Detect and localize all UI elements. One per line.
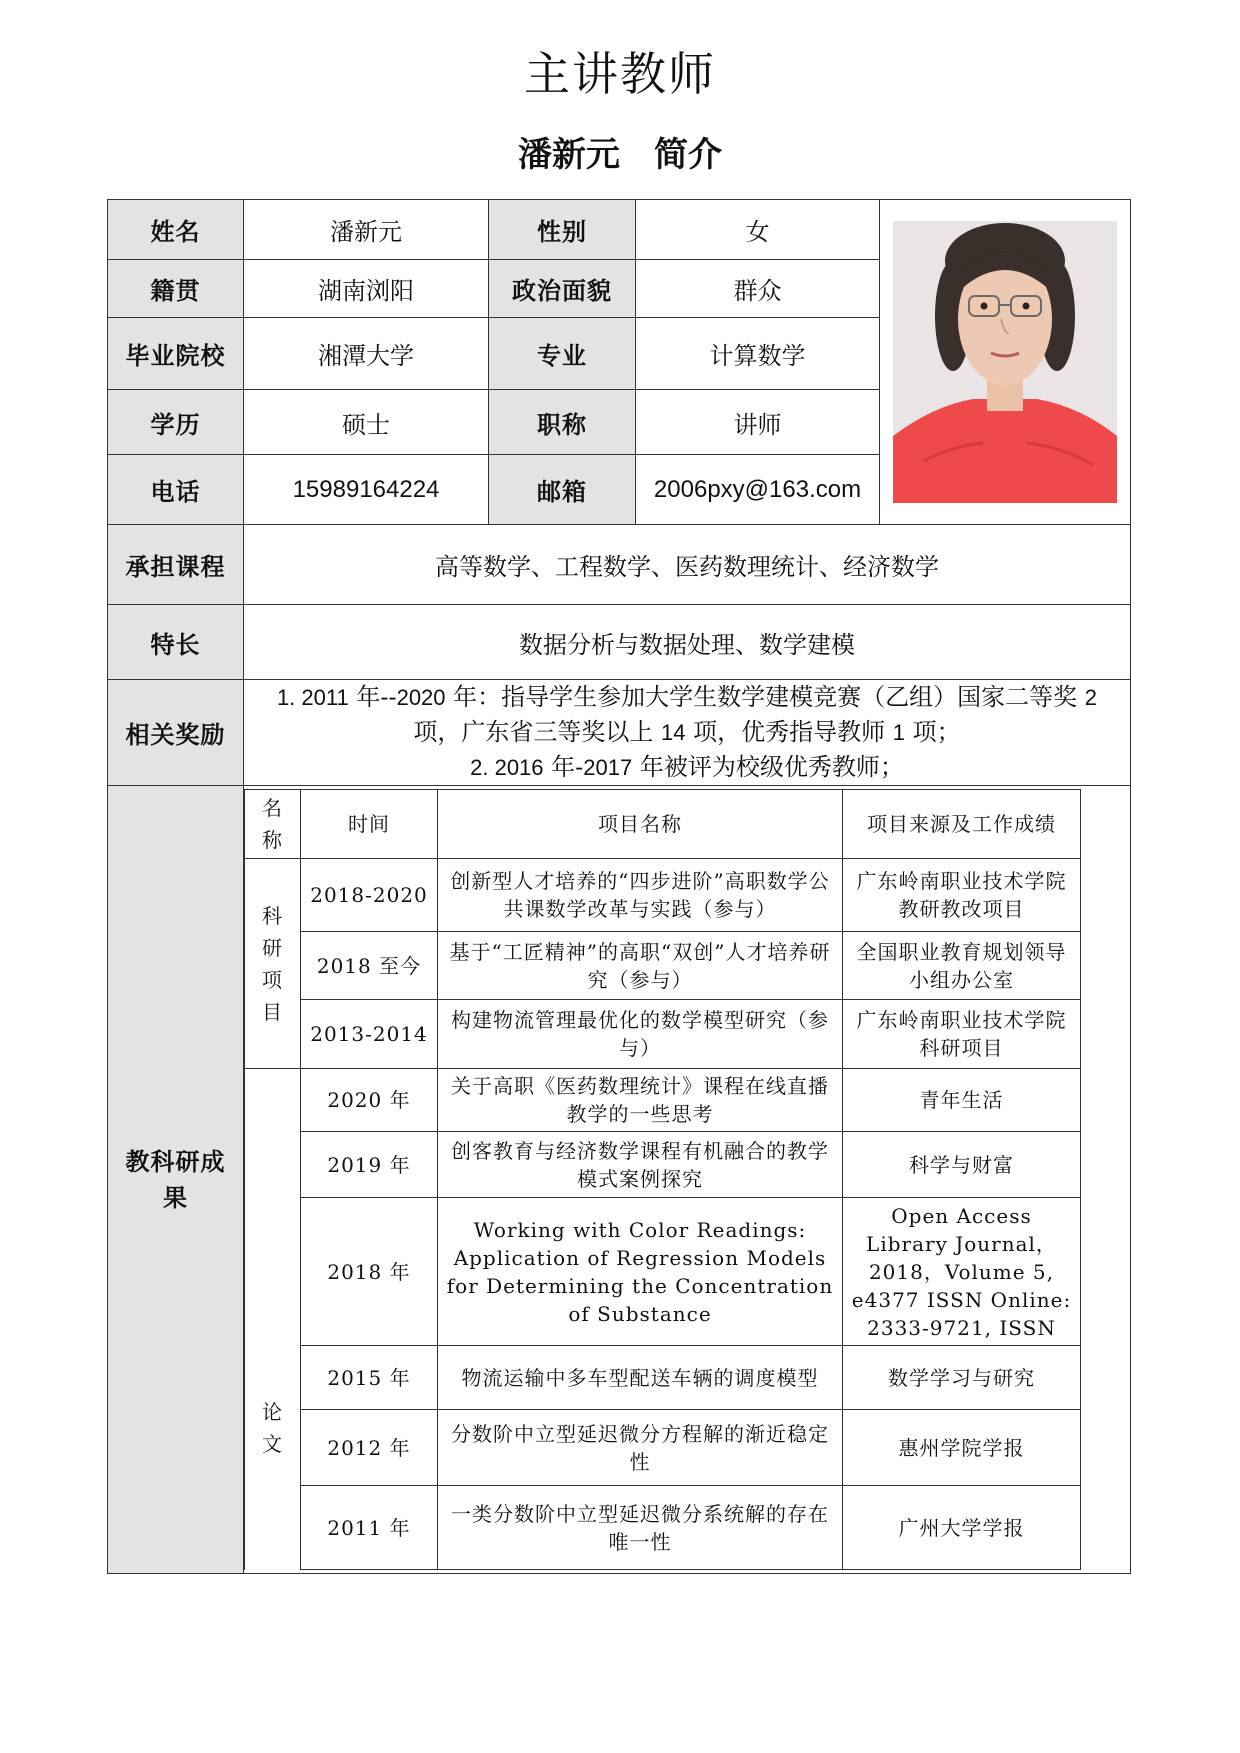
- row-source: 全国职业教育规划领导小组办公室: [843, 932, 1081, 1000]
- photo-cell: [880, 200, 1131, 525]
- row-source: 科学与财富: [843, 1132, 1081, 1198]
- row-source: 惠州学院学报: [843, 1410, 1081, 1486]
- header-project: 项目名称: [438, 790, 843, 859]
- row-source: 数学学习与研究: [843, 1346, 1081, 1410]
- row-source: 广东岭南职业技术学院教研教改项目: [843, 859, 1081, 932]
- row-time: 2018 至今: [301, 932, 438, 1000]
- row-source: Open Access Library Journal，2018，Volume 5, e4377 ISSN Online: 2333-9721, ISSN: [843, 1198, 1081, 1346]
- intro-heading: 简介: [654, 135, 722, 175]
- major-value: 计算数学: [636, 318, 880, 390]
- row-project: 关于高职《医药数理统计》课程在线直播教学的一些思考: [438, 1069, 843, 1132]
- title-label: 职称: [489, 390, 636, 455]
- major-label: 专业: [489, 318, 636, 390]
- award-item-1: 1. 2011 年--2020 年：指导学生参加大学生数学建模竞赛（乙组）国家二等奖 2: [276, 683, 1098, 711]
- courses-label: 承担课程: [108, 525, 244, 605]
- school-value: 湘潭大学: [244, 318, 489, 390]
- page-title: 主讲教师: [524, 47, 716, 101]
- row-time: 2015 年: [301, 1346, 438, 1410]
- row-time: 2018 年: [301, 1198, 438, 1346]
- profile-table: [107, 199, 1131, 1574]
- degree-value: 硕士: [244, 390, 489, 455]
- teacher-name-heading: 潘新元: [518, 135, 620, 175]
- row-time: 2019 年: [301, 1132, 438, 1198]
- politics-label: 政治面貌: [489, 260, 636, 318]
- gender-value: 女: [636, 200, 880, 260]
- research-table: [244, 789, 1081, 1570]
- header-category: 名称: [245, 790, 301, 859]
- email-label: 邮箱: [489, 455, 636, 525]
- row-project: 创客教育与经济数学课程有机融合的教学模式案例探究: [438, 1132, 843, 1198]
- row-project: 创新型人才培养的“四步进阶”高职数学公共课数学改革与实践（参与）: [438, 859, 843, 932]
- awards-label: 相关奖励: [108, 680, 244, 786]
- portrait-image: [893, 221, 1117, 503]
- row-project: 物流运输中多车型配送车辆的调度模型: [438, 1346, 843, 1410]
- name-label: 姓名: [108, 200, 244, 260]
- row-project: 构建物流管理最优化的数学模型研究（参与）: [438, 1000, 843, 1069]
- row-time: 2018-2020: [301, 859, 438, 932]
- row-project: 一类分数阶中立型延迟微分系统解的存在唯一性: [438, 1486, 843, 1570]
- header-source: 项目来源及工作成绩: [843, 790, 1081, 859]
- politics-value: 群众: [636, 260, 880, 318]
- header-time: 时间: [301, 790, 438, 859]
- awards-content: [244, 680, 1131, 786]
- row-source: 青年生活: [843, 1069, 1081, 1132]
- teacher-photo: [893, 221, 1117, 503]
- row-time: 2013-2014: [301, 1000, 438, 1069]
- title-value: 讲师: [636, 390, 880, 455]
- degree-label: 学历: [108, 390, 244, 455]
- group-papers: 论文: [245, 1069, 301, 1570]
- name-value: 潘新元: [244, 200, 489, 260]
- row-time: 2011 年: [301, 1486, 438, 1570]
- row-time: 2012 年: [301, 1410, 438, 1486]
- phone-label: 电话: [108, 455, 244, 525]
- row-time: 2020 年: [301, 1069, 438, 1132]
- phone-value: 15989164224: [244, 455, 489, 525]
- courses-value: 高等数学、工程数学、医药数理统计、经济数学: [244, 525, 1131, 605]
- row-source: 广州大学学报: [843, 1486, 1081, 1570]
- hometown-value: 湖南浏阳: [244, 260, 489, 318]
- award-item-2: 2. 2016 年-2017 年被评为校级优秀教师；: [470, 753, 904, 781]
- profile-heading: [0, 127, 1240, 176]
- research-label: 教科研成果: [108, 786, 244, 1574]
- row-project: 分数阶中立型延迟微分方程解的渐近稳定性: [438, 1410, 843, 1486]
- school-label: 毕业院校: [108, 318, 244, 390]
- research-cell: [244, 786, 1131, 1574]
- specialty-label: 特长: [108, 605, 244, 680]
- group-research-projects: 科研项目: [245, 859, 301, 1069]
- email-value: 2006pxy@163.com: [636, 455, 880, 525]
- award-item-1-cont: 项，广东省三等奖以上 14 项，优秀指导教师 1 项；: [413, 718, 961, 746]
- row-source: 广东岭南职业技术学院科研项目: [843, 1000, 1081, 1069]
- row-project: Working with Color Readings: Application of Regression Models for Determining the Concentration of Substance: [438, 1198, 843, 1346]
- gender-label: 性别: [489, 200, 636, 260]
- specialty-value: 数据分析与数据处理、数学建模: [244, 605, 1131, 680]
- row-project: 基于“工匠精神”的高职“双创”人才培养研究（参与）: [438, 932, 843, 1000]
- hometown-label: 籍贯: [108, 260, 244, 318]
